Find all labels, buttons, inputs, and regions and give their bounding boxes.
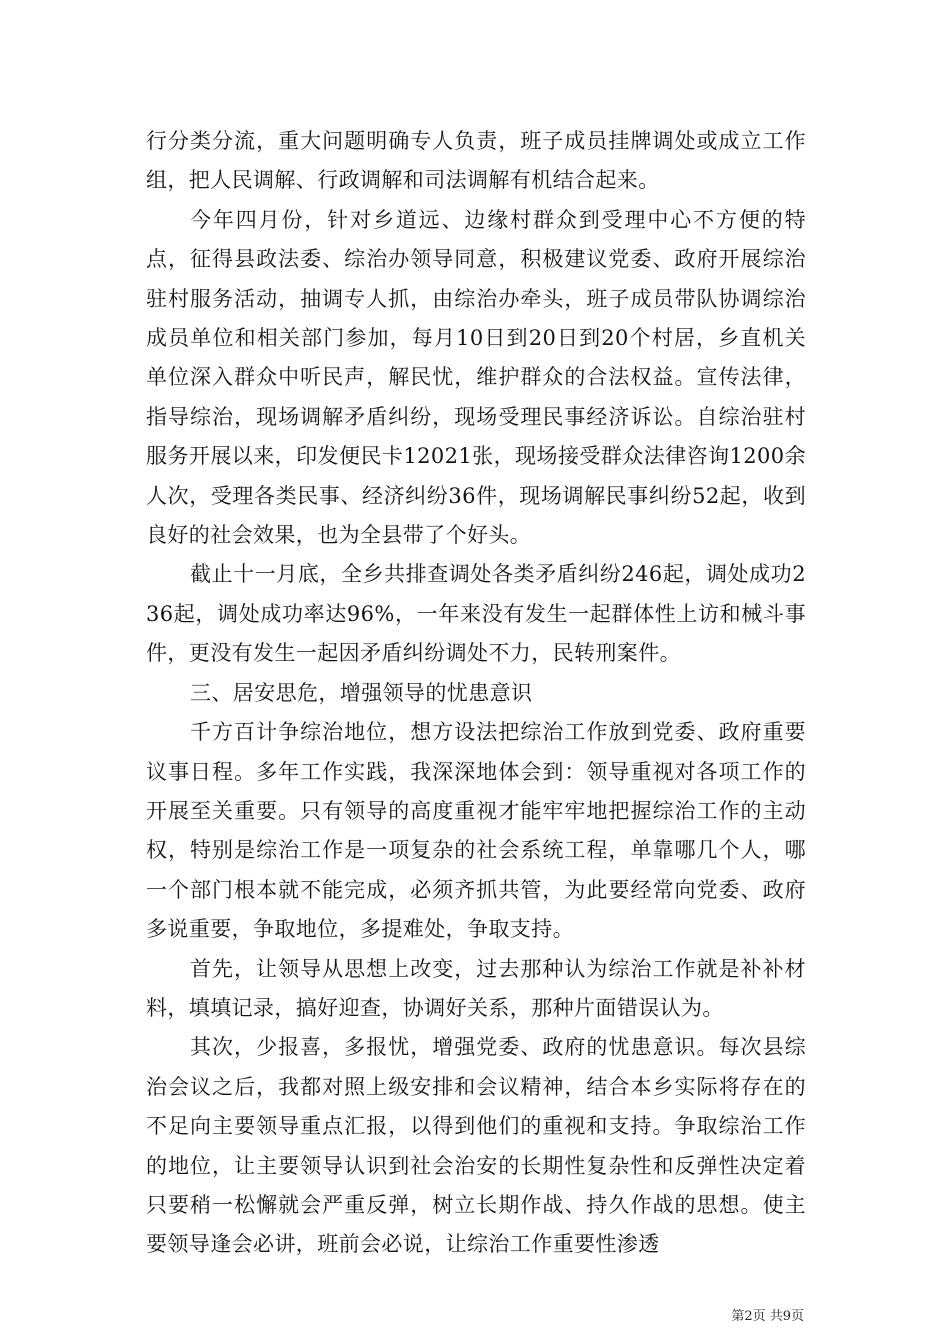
paragraph-status: 千方百计争综治地位，想方设法把综治工作放到党委、政府重要议事日程。多年工作实践，我深深地体会到：领导重视对各项工作的开展至关重要。只有领导的高度重视才能牢牢地把握综治工作的主动权，特别是综治工作是一项复杂的社会系统工程，单靠哪几个人，哪一个部门根本就不能完成，必须齐抓共管，为此要经常向党委、政府多说重要，争取地位，多提难处，争取支持。 [146, 720, 806, 942]
paragraph-first: 首先，让领导从思想上改变，过去那种认为综治工作就是补补材料，填填记录，搞好迎查，协调好关系，那种片面错误认为。 [146, 956, 806, 1020]
document-body [146, 122, 806, 1265]
paragraph-continuation: 行分类分流，重大问题明确专人负责，班子成员挂牌调处或成立工作组，把人民调解、行政调解和司法调解有机结合起来。 [146, 129, 806, 193]
section-heading: 三、居安思危，增强领导的忧患意识 [190, 680, 533, 705]
paragraph-second: 其次，少报喜，多报忧，增强党委、政府的忧患意识。每次县综治会议之后，我都对照上级安排和会议精神，结合本乡实际将存在的不足向主要领导重点汇报，以得到他们的重视和支持。争取综治工作的地位，让主要领导认识到社会治安的长期性复杂性和反弹性决定着只要稍一松懈就会严重反弹，树立长期作战、持久作战的思想。使主要领导逢会必讲，班前会必说，让综治工作重要性渗透 [146, 1035, 806, 1257]
page-number-footer: 第2页 共9页 [731, 1309, 804, 1324]
paragraph-november-summary: 截止十一月底，全乡共排查调处各类矛盾纠纷246起，调处成功236起，调处成功率达96%，一年来没有发生一起群体性上访和械斗事件，更没有发生一起因矛盾纠纷调处不力，民转刑案件。 [146, 562, 806, 666]
paragraph-april-service: 今年四月份，针对乡道远、边缘村群众到受理中心不方便的特点，征得县政法委、综治办领导同意，积极建议党委、政府开展综治驻村服务活动，抽调专人抓，由综治办牵头，班子成员带队协调综治成员单位和相关部门参加，每月10日到20日到20个村居，乡直机关单位深入群众中听民声，解民忧，维护群众的合法权益。宣传法律，指导综治，现场调解矛盾纠纷，现场受理民事经济诉讼。自综治驻村服务开展以来，印发便民卡12021张，现场接受群众法律咨询1200余人次，受理各类民事、经济纠纷36件，现场调解民事纠纷52起，收到良好的社会效果，也为全县带了个好头。 [146, 207, 806, 548]
